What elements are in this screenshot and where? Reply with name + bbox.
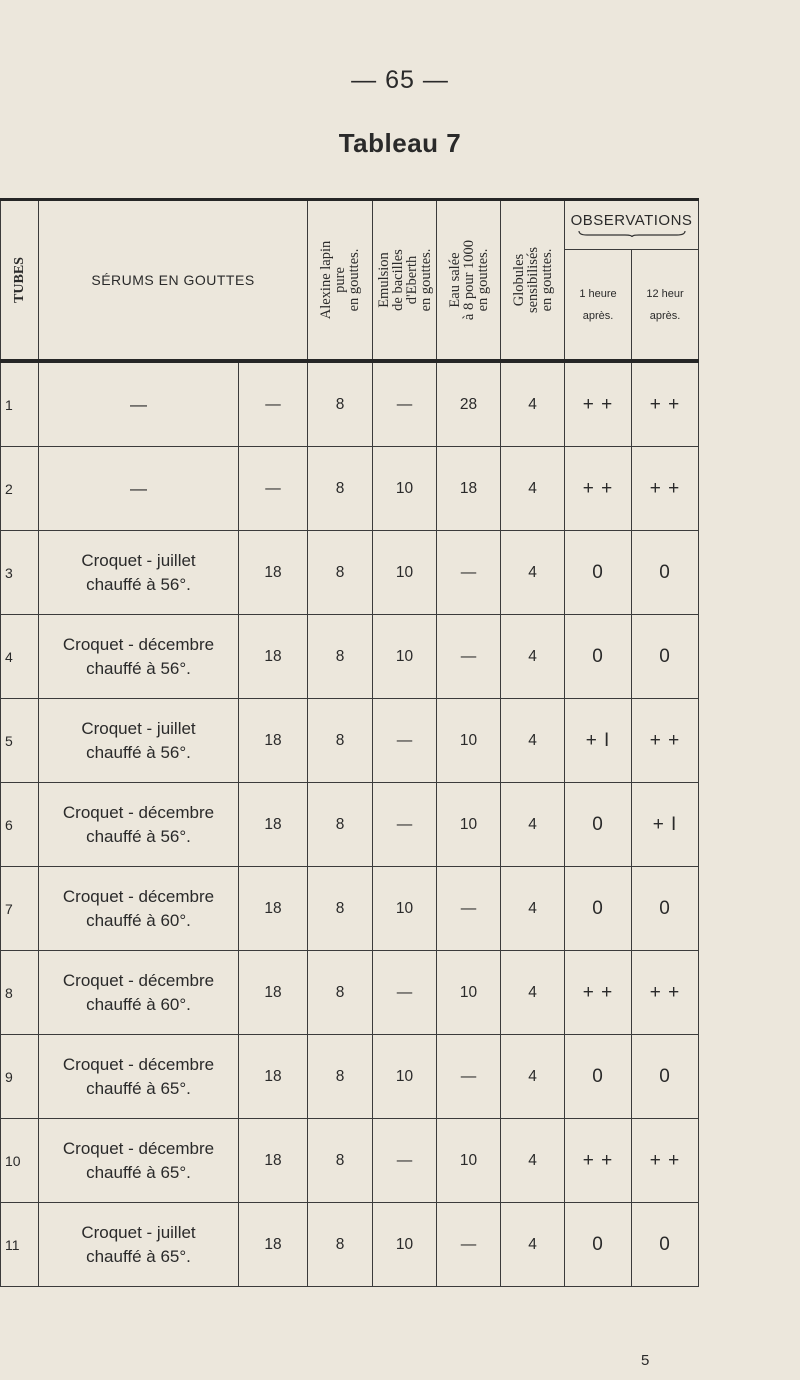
table-row	[1, 867, 699, 951]
cell-tube: 6	[1, 783, 39, 867]
cell-emulsion: 10	[373, 867, 437, 951]
cell-emulsion: 10	[373, 531, 437, 615]
cell-obs-12h: + +	[632, 447, 699, 531]
cell-obs-1h: 0	[565, 1203, 632, 1287]
table-row	[1, 1119, 699, 1203]
table-row	[1, 615, 699, 699]
cell-obs-12h: + +	[632, 951, 699, 1035]
header-emulsion-label: Emulsion de bacilles d'Eberth en gouttes.	[375, 248, 434, 312]
header-observations	[565, 200, 699, 250]
cell-globules: 4	[501, 361, 565, 447]
table-row	[1, 531, 699, 615]
header-observations-label: OBSERVATIONS	[570, 211, 693, 229]
cell-eau: —	[437, 531, 501, 615]
header-obs-12h: 12 heur après.	[632, 250, 699, 362]
cell-alexine: 8	[308, 1119, 373, 1203]
cell-alexine: 8	[308, 783, 373, 867]
cell-serum-qty: 18	[239, 531, 308, 615]
cell-eau: 28	[437, 361, 501, 447]
cell-obs-12h: + +	[632, 699, 699, 783]
cell-eau: 18	[437, 447, 501, 531]
cell-obs-12h: 0	[632, 867, 699, 951]
cell-emulsion: 10	[373, 1035, 437, 1119]
cell-globules: 4	[501, 1119, 565, 1203]
header-emulsion	[373, 200, 437, 362]
header-eau	[437, 200, 501, 362]
cell-obs-1h: 0	[565, 867, 632, 951]
header-tubes-label: TUBES	[11, 257, 27, 303]
cell-obs-1h: + I	[565, 699, 632, 783]
cell-serum: —	[39, 447, 239, 531]
cell-serum: Croquet - décembre chauffé à 56°.	[39, 615, 239, 699]
header-alexine-label: Alexine lapin pure en gouttes.	[318, 240, 363, 320]
cell-alexine: 8	[308, 699, 373, 783]
cell-alexine: 8	[308, 1203, 373, 1287]
cell-serum-qty: 18	[239, 867, 308, 951]
cell-tube: 8	[1, 951, 39, 1035]
cell-obs-12h: + +	[632, 361, 699, 447]
cell-obs-1h: 0	[565, 1035, 632, 1119]
cell-tube: 4	[1, 615, 39, 699]
cell-globules: 4	[501, 1203, 565, 1287]
cell-eau: 10	[437, 1119, 501, 1203]
cell-globules: 4	[501, 447, 565, 531]
cell-eau: —	[437, 1203, 501, 1287]
cell-tube: 5	[1, 699, 39, 783]
cell-serum-qty: 18	[239, 1035, 308, 1119]
table-row	[1, 447, 699, 531]
header-alexine	[308, 200, 373, 362]
cell-serum: Croquet - juillet chauffé à 56°.	[39, 699, 239, 783]
data-table	[0, 198, 699, 1287]
cell-alexine: 8	[308, 531, 373, 615]
header-globules	[501, 200, 565, 362]
brace-icon	[577, 229, 687, 237]
cell-serum: Croquet - décembre chauffé à 65°.	[39, 1119, 239, 1203]
cell-tube: 1	[1, 361, 39, 447]
cell-obs-1h: 0	[565, 531, 632, 615]
cell-emulsion: —	[373, 783, 437, 867]
table-header	[1, 200, 699, 362]
cell-globules: 4	[501, 1035, 565, 1119]
cell-serum-qty: —	[239, 361, 308, 447]
cell-serum-qty: 18	[239, 1119, 308, 1203]
cell-serum: Croquet - décembre chauffé à 56°.	[39, 783, 239, 867]
cell-globules: 4	[501, 531, 565, 615]
table-row	[1, 1035, 699, 1119]
cell-serum: Croquet - décembre chauffé à 65°.	[39, 1035, 239, 1119]
cell-serum-qty: 18	[239, 1203, 308, 1287]
header-serums: SÉRUMS EN GOUTTES	[39, 200, 308, 362]
header-globules-label: Globules sensibilisés en gouttes.	[510, 246, 555, 314]
cell-eau: 10	[437, 951, 501, 1035]
cell-emulsion: 10	[373, 447, 437, 531]
cell-serum: Croquet - juillet chauffé à 56°.	[39, 531, 239, 615]
header-eau-label: Eau salée à 8 pour 1000 en gouttes.	[446, 239, 491, 321]
page-number: — 65 —	[351, 66, 449, 94]
cell-eau: 10	[437, 699, 501, 783]
cell-globules: 4	[501, 783, 565, 867]
cell-serum-qty: 18	[239, 615, 308, 699]
cell-serum: Croquet - juillet chauffé à 65°.	[39, 1203, 239, 1287]
cell-serum: Croquet - décembre chauffé à 60°.	[39, 951, 239, 1035]
cell-obs-12h: 0	[632, 1203, 699, 1287]
cell-serum-qty: 18	[239, 951, 308, 1035]
cell-tube: 9	[1, 1035, 39, 1119]
cell-emulsion: 10	[373, 1203, 437, 1287]
cell-obs-1h: + +	[565, 447, 632, 531]
cell-alexine: 8	[308, 615, 373, 699]
cell-alexine: 8	[308, 361, 373, 447]
cell-emulsion: —	[373, 1119, 437, 1203]
cell-alexine: 8	[308, 447, 373, 531]
table-title: Tableau 7	[338, 128, 462, 158]
cell-serum-qty: 18	[239, 699, 308, 783]
cell-eau: 10	[437, 783, 501, 867]
cell-alexine: 8	[308, 867, 373, 951]
table-row	[1, 361, 699, 447]
cell-eau: —	[437, 1035, 501, 1119]
cell-emulsion: —	[373, 951, 437, 1035]
cell-emulsion: 10	[373, 615, 437, 699]
cell-globules: 4	[501, 867, 565, 951]
cell-emulsion: —	[373, 361, 437, 447]
cell-globules: 4	[501, 615, 565, 699]
cell-obs-1h: + +	[565, 951, 632, 1035]
cell-obs-1h: + +	[565, 1119, 632, 1203]
cell-obs-1h: 0	[565, 783, 632, 867]
table-row	[1, 699, 699, 783]
cell-serum: —	[39, 361, 239, 447]
cell-obs-1h: + +	[565, 361, 632, 447]
footer-mark: 5	[641, 1352, 650, 1369]
cell-alexine: 8	[308, 951, 373, 1035]
cell-obs-12h: 0	[632, 531, 699, 615]
cell-serum: Croquet - décembre chauffé à 60°.	[39, 867, 239, 951]
cell-tube: 2	[1, 447, 39, 531]
cell-tube: 10	[1, 1119, 39, 1203]
cell-tube: 7	[1, 867, 39, 951]
cell-serum-qty: 18	[239, 783, 308, 867]
table-row	[1, 1203, 699, 1287]
cell-obs-1h: 0	[565, 615, 632, 699]
cell-emulsion: —	[373, 699, 437, 783]
cell-serum-qty: —	[239, 447, 308, 531]
cell-eau: —	[437, 867, 501, 951]
cell-obs-12h: 0	[632, 615, 699, 699]
cell-tube: 3	[1, 531, 39, 615]
cell-alexine: 8	[308, 1035, 373, 1119]
header-obs-1h: 1 heure après.	[565, 250, 632, 362]
header-tubes	[1, 200, 39, 362]
cell-globules: 4	[501, 951, 565, 1035]
table-row	[1, 951, 699, 1035]
cell-obs-12h: + I	[632, 783, 699, 867]
cell-obs-12h: + +	[632, 1119, 699, 1203]
cell-tube: 11	[1, 1203, 39, 1287]
cell-obs-12h: 0	[632, 1035, 699, 1119]
table-row	[1, 783, 699, 867]
table-body	[1, 361, 699, 1287]
cell-eau: —	[437, 615, 501, 699]
cell-globules: 4	[501, 699, 565, 783]
